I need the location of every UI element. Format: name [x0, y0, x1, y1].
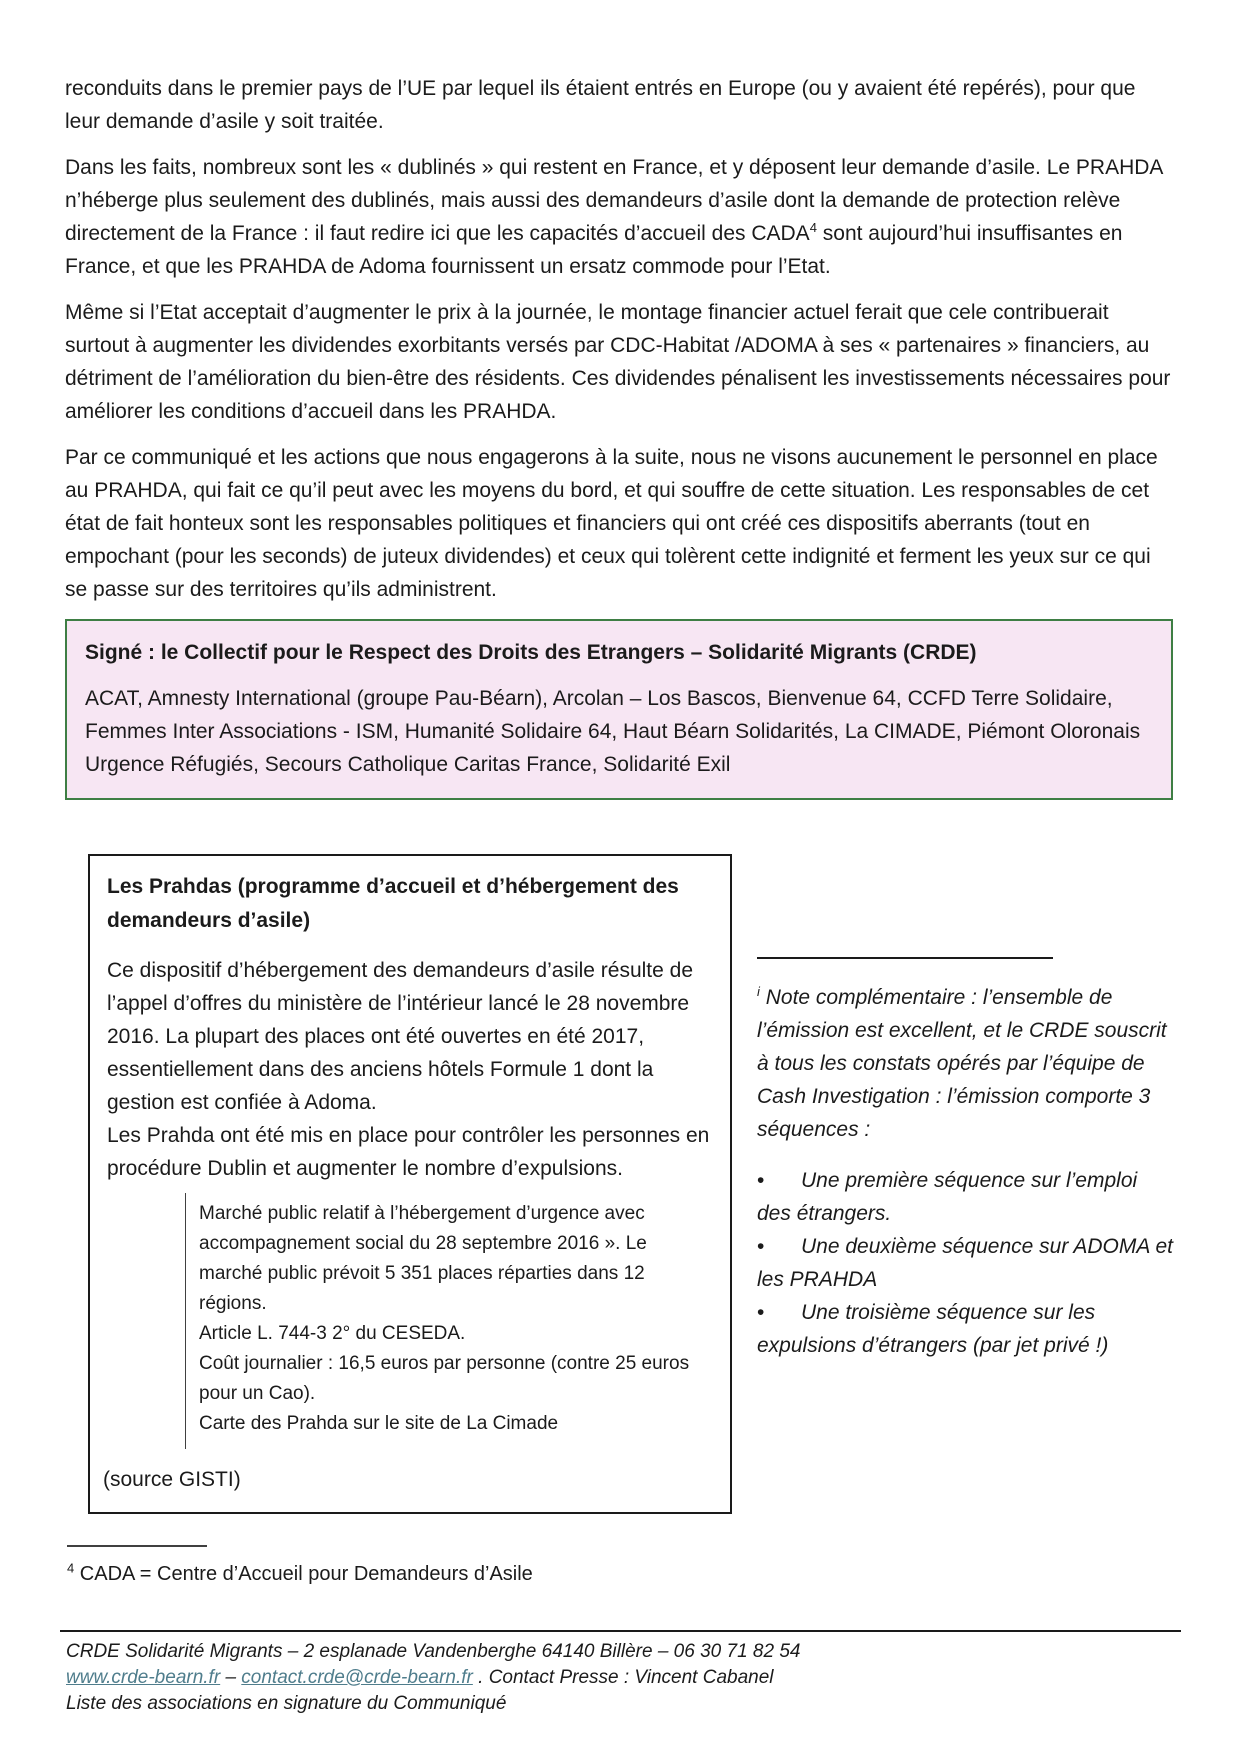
prahdas-box-paragraph-2: Les Prahda ont été mis en place pour contrôler les personnes en procédure Dublin et augmenter le nombre d’expulsions. [107, 1124, 710, 1180]
body-paragraph-4: Par ce communiqué et les actions que nous engagerons à la suite, nous ne visons aucunement le personnel en place au PRAHDA, qui fait ce qu’il peut avec les moyens du bord, et qui souffre de cette situation. Les responsables de cet état de fait honteux sont les responsables politiques et financiers qui ont créé ces dispositifs aberrants (tout en empochant (pour les seconds) de juteux dividendes) et ceux qui tolèrent cette indignité et ferment les yeux sur ce qui se passe sur des territoires qu’ils administrent. [65, 446, 1158, 601]
bullet-icon: • [757, 1169, 765, 1192]
bullet-text: Une troisième séquence sur les expulsions d’étrangers (par jet privé !) [757, 1301, 1109, 1357]
email-link[interactable]: contact.crde@crde-bearn.fr [241, 1667, 473, 1688]
body-paragraph-2 [65, 151, 1173, 283]
quote-line: Article L. 744-3 2° du CESEDA. [199, 1323, 466, 1344]
quote-line: Coût journalier : 16,5 euros par personne (contre 25 euros pour un Cao). [199, 1353, 690, 1404]
market-quote-block [185, 1193, 713, 1449]
endnote-marker-i: i [757, 984, 760, 999]
endnote-intro-text: Note complémentaire : l’ensemble de l’émission est excellent, et le CRDE souscrit à tous les constats opérés par l’équipe de Cash Investigation : l’émission comporte 3 séquences : [757, 986, 1167, 1141]
document-body [65, 72, 1173, 1514]
list-item [757, 1230, 1173, 1296]
endnote-column [757, 854, 1173, 1514]
footnote-reference-4: 4 [809, 220, 817, 235]
signed-title: Signé : le Collectif pour le Respect des Droits des Etrangers – Solidarité Migrants (CRDE) [85, 641, 977, 664]
signatories-list: ACAT, Amnesty International (groupe Pau-Béarn), Arcolan – Los Bascos, Bienvenue 64, CCFD Terre Solidaire, Femmes Inter Associations - ISM, Humanité Solidaire 64, Haut Béarn Solidarités, La CIMADE, Piémont Oloronais Urgence Réfugiés, Secours Catholique Caritas France, Solidarité Exil [85, 687, 1141, 776]
footer-contact-line [66, 1665, 1181, 1691]
bullet-icon: • [757, 1235, 765, 1258]
endnote-separator-rule [757, 957, 1053, 959]
footnote-4 [67, 1560, 1173, 1588]
website-link[interactable]: www.crde-bearn.fr [66, 1667, 221, 1688]
two-column-section [65, 854, 1173, 1514]
signed-callout-box [65, 619, 1173, 800]
bullet-text: Une première séquence sur l’emploi des étrangers. [757, 1169, 1138, 1225]
bullet-text: Une deuxième séquence sur ADOMA et les PRAHDA [757, 1235, 1173, 1291]
list-item [757, 1296, 1173, 1362]
page-footer [60, 1630, 1181, 1717]
prahdas-box-title: Les Prahdas (programme d’accueil et d’hébergement des demandeurs d’asile) [107, 875, 679, 932]
source-attribution: (source GISTI) [103, 1468, 241, 1491]
footer-note-line: Liste des associations en signature du Communiqué [66, 1693, 507, 1714]
list-item [757, 1164, 1173, 1230]
footer-link-separator: – [220, 1667, 242, 1688]
quote-line: Carte des Prahda sur le site de La Cimade [199, 1413, 559, 1434]
prahdas-box-paragraph-1: Ce dispositif d’hébergement des demandeurs d’asile résulte de l’appel d’offres du ministère de l’intérieur lancé le 28 novembre 2016. La plupart des places ont été ouvertes en été 2017, essentiellement dans des anciens hôtels Formule 1 dont la gestion est confiée à Adoma. [107, 959, 694, 1114]
bullet-icon: • [757, 1301, 765, 1324]
footer-contact-rest: . Contact Presse : Vincent Cabanel [472, 1667, 774, 1688]
endnote-bullet-list [757, 1164, 1173, 1362]
paragraph-2-text-after: sont aujourd’hui insuffisantes en France, et que les PRAHDA de Adoma fournissent un ersatz commode pour l’Etat. [65, 222, 1123, 278]
prahdas-info-box [88, 854, 732, 1514]
body-paragraph-3: Même si l’Etat acceptait d’augmenter le prix à la journée, le montage financier actuel ferait que cele contribuerait surtout à augmenter les dividendes exorbitants versés par CDC-Habitat /ADOMA à ses « partenaires » financiers, au détriment de l’amélioration du bien-être des résidents. Ces dividendes pénalisent les investissements nécessaires pour améliorer les conditions d’accueil dans les PRAHDA. [65, 301, 1171, 423]
page-footnote-section [67, 1545, 1173, 1588]
footnote-separator-rule [67, 1545, 207, 1547]
paragraph-2-text: Dans les faits, nombreux sont les « dublinés » qui restent en France, et y déposent leur demande d’asile. Le PRAHDA n’héberge plus seulement des dublinés, mais aussi des demandeurs d’asile dont la demande de protection relève directement de la France : il faut redire ici que les capacités d’accueil des CADA [65, 156, 1163, 245]
footnote-4-text: CADA = Centre d’Accueil pour Demandeurs d’Asile [74, 1563, 533, 1585]
endnote-text [757, 981, 1173, 1146]
footnote-marker-4: 4 [67, 1560, 75, 1576]
body-paragraph-1: reconduits dans le premier pays de l’UE par lequel ils étaient entrés en Europe (ou y avaient été repérés), pour que leur demande d’asile y soit traitée. [65, 77, 1136, 133]
quote-line: Marché public relatif à l’hébergement d’urgence avec accompagnement social du 28 septembre 2016 ». Le marché public prévoit 5 351 places réparties dans 12 régions. [199, 1203, 647, 1314]
footer-address-line: CRDE Solidarité Migrants – 2 esplanade Vandenberghe 64140 Billère – 06 30 71 82 54 [66, 1641, 801, 1662]
